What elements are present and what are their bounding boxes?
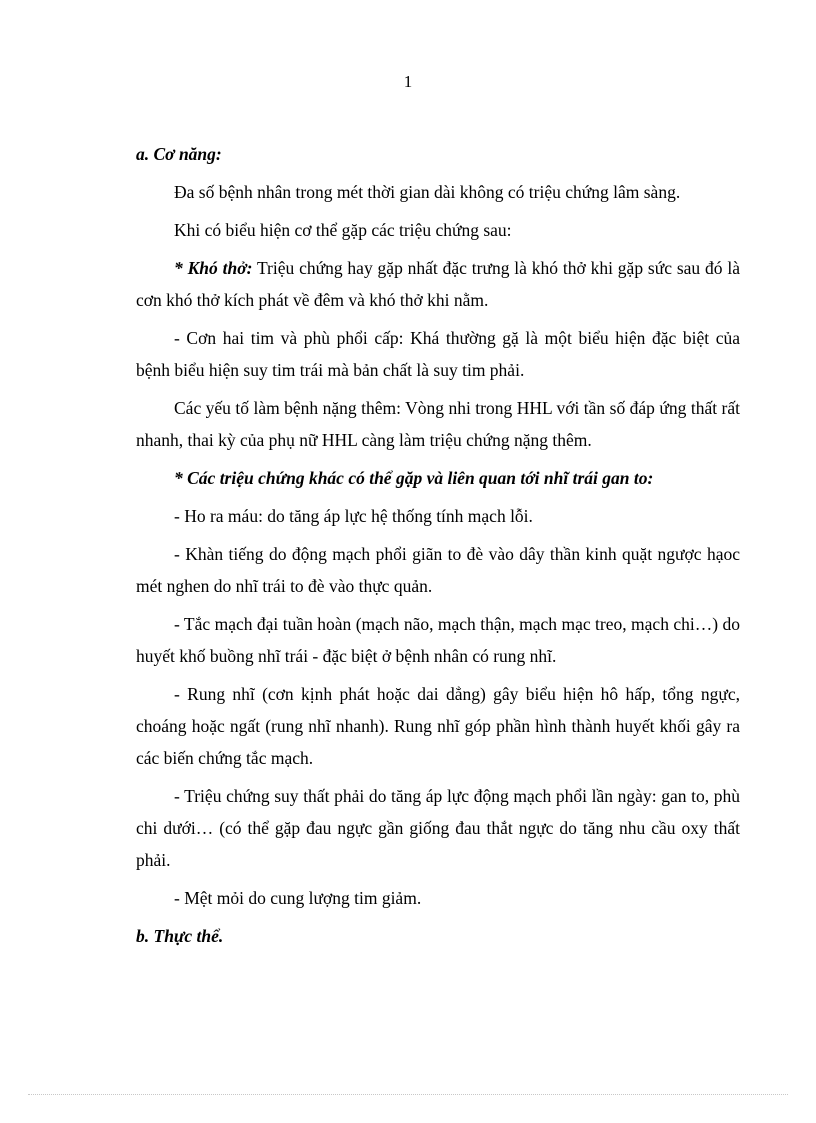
page-number: 1 — [403, 72, 413, 91]
paragraph-12: - Mệt mỏi do cung lượng tim giảm. — [174, 888, 422, 908]
paragraph-8: - Khàn tiếng do động mạch phổi giãn to đè vào dây thần kinh quặt ngược hạoc mét nghen do nhĩ trái to đè vào thực quản. — [136, 544, 740, 596]
paragraph-3 — [136, 252, 740, 316]
section-b-heading: b. Thực thể. — [136, 926, 224, 946]
paragraph-10: - Rung nhĩ (cơn kịnh phát hoặc dai dẳng) gây biểu hiện hô hấp, tổng ngực, choáng hoặc ngất (rung nhĩ nhanh). Rung nhĩ góp phần hình thành huyết khối gây ra các biến chứng tắc mạch. — [136, 684, 740, 768]
paragraph-11: - Triệu chứng suy thất phải do tăng áp lực động mạch phổi lần ngày: gan to, phù chi dưới… (có thể gặp đau ngực gần giống đau thắt ngực do tăng nhu cầu oxy thất phải. — [136, 786, 740, 870]
document-body — [136, 138, 740, 958]
paragraph-7: - Ho ra máu: do tăng áp lực hệ thống tính mạch lỗi. — [174, 506, 533, 526]
paragraph-9: - Tắc mạch đại tuần hoàn (mạch não, mạch thận, mạch mạc treo, mạch chi…) do huyết khố buồng nhĩ trái - đặc biệt ở bệnh nhân có rung nhĩ. — [136, 614, 740, 666]
section-a-heading: a. Cơ năng: — [136, 144, 222, 164]
paragraph-2: Khi có biểu hiện cơ thể gặp các triệu chứng sau: — [174, 220, 512, 240]
page-bottom-divider — [28, 1094, 788, 1095]
paragraph-4: - Cơn hai tim và phù phổi cấp: Khá thường gặ là một biểu hiện đặc biệt của bệnh biểu hiện suy tim trái mà bản chất là suy tim phải. — [136, 328, 740, 380]
dyspnea-text: Triệu chứng hay gặp nhất đặc trưng là khó thở khi gặp sức sau đó là cơn khó thở kích phát về đêm và khó thở khi nằm. — [136, 258, 740, 310]
paragraph-5: Các yếu tố làm bệnh nặng thêm: Vòng nhi trong HHL với tần số đáp ứng thất rất nhanh, thai kỳ của phụ nữ HHL càng làm triệu chứng nặng thêm. — [136, 398, 740, 450]
paragraph-1: Đa số bệnh nhân trong mét thời gian dài không có triệu chứng lâm sàng. — [174, 182, 681, 202]
paragraph-6-subheading: * Các triệu chứng khác có thể gặp và liên quan tới nhĩ trái gan to: — [174, 468, 654, 488]
dyspnea-label: * Khó thở: — [174, 258, 253, 278]
